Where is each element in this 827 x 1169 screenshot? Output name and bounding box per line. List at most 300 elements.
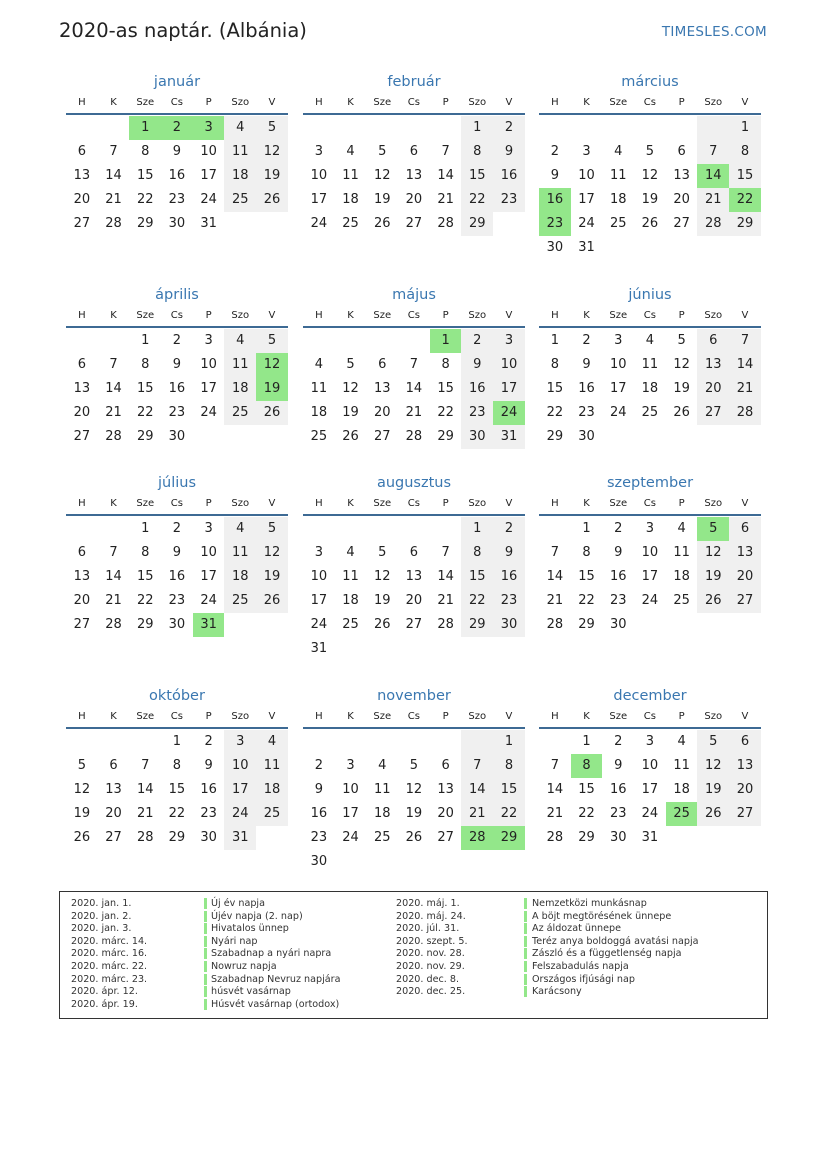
weekday-label: Szo [231, 498, 250, 509]
day-cell: 14 [136, 782, 154, 797]
day-cell: 14 [461, 778, 493, 802]
day-cell: 7 [409, 357, 419, 372]
day-cell: 24 [310, 617, 328, 632]
day-cell: 27 [73, 429, 91, 444]
day-cell: 7 [550, 758, 559, 773]
month-február [303, 72, 525, 236]
empty-cell [666, 116, 698, 140]
day-cell: 8 [550, 357, 559, 372]
day-cell: 17 [609, 381, 627, 396]
legend-marker [204, 948, 207, 959]
weekday-label: Sze [609, 711, 628, 722]
empty-cell [430, 116, 462, 140]
weekday-label: Cs [170, 498, 183, 509]
day-cell: 31 [310, 641, 328, 656]
day-cell: 29 [136, 429, 154, 444]
day-cell: 21 [697, 188, 729, 212]
day-cell: 20 [405, 593, 423, 608]
day-cell: 18 [673, 782, 690, 797]
day-cell: 12 [373, 168, 391, 183]
month-július [66, 473, 288, 637]
legend-marker [204, 923, 207, 934]
legend-marker [524, 948, 527, 959]
holiday-day-cell: 19 [256, 377, 288, 401]
day-cell: 16 [609, 782, 627, 797]
day-cell: 4 [346, 144, 355, 159]
day-cell: 11 [224, 353, 256, 377]
holiday-day-cell: 2 [161, 116, 193, 140]
day-cell: 17 [641, 569, 659, 584]
day-cell: 17 [224, 778, 256, 802]
weekday-label: P [678, 711, 685, 722]
day-cell: 10 [641, 758, 659, 773]
day-cell: 26 [342, 429, 359, 444]
day-grid [539, 329, 761, 449]
day-cell: 8 [141, 144, 150, 159]
legend-holiday-name: Új év napja [211, 898, 265, 909]
brand-logo-text[interactable]: TIMESLES.COM [661, 24, 767, 40]
weekday-label: Szo [468, 711, 487, 722]
page-title: 2020-as naptár. (Albánia) [59, 19, 307, 42]
holiday-day-cell: 1 [430, 329, 462, 353]
day-grid [66, 329, 288, 449]
empty-cell [98, 517, 130, 541]
weekday-header [66, 92, 288, 115]
day-cell: 9 [493, 140, 525, 164]
day-cell: 26 [697, 802, 729, 826]
day-cell: 30 [168, 429, 186, 444]
day-cell: 28 [105, 617, 122, 632]
weekday-label: V [741, 498, 749, 509]
weekday-label: Sze [136, 97, 155, 108]
day-cell: 20 [697, 377, 729, 401]
day-cell: 12 [697, 541, 729, 565]
day-cell: 26 [673, 405, 690, 420]
day-cell: 8 [172, 758, 182, 773]
day-cell: 20 [73, 405, 91, 420]
day-cell: 31 [493, 425, 525, 449]
weekday-label: H [315, 498, 323, 509]
holiday-day-cell: 5 [697, 517, 729, 541]
legend-marker [204, 986, 207, 997]
empty-cell [602, 116, 634, 140]
day-cell: 6 [729, 517, 761, 541]
day-cell: 16 [609, 569, 627, 584]
weekday-label: K [583, 498, 590, 509]
day-cell: 19 [256, 164, 288, 188]
day-cell: 23 [461, 401, 493, 425]
month-november [303, 686, 525, 874]
empty-cell [398, 730, 430, 754]
weekday-label: P [442, 498, 449, 509]
month-szeptember [539, 473, 761, 637]
weekday-label: Sze [136, 310, 155, 321]
day-cell: 19 [73, 806, 91, 821]
day-cell: 21 [405, 405, 423, 420]
day-cell: 21 [437, 192, 454, 207]
weekday-label: K [347, 711, 354, 722]
day-grid [66, 730, 288, 850]
legend-date: 2020. márc. 22. [71, 960, 148, 972]
day-cell: 23 [609, 806, 627, 821]
legend-date: 2020. márc. 14. [71, 935, 148, 947]
weekday-label: Cs [407, 498, 420, 509]
empty-cell [539, 116, 571, 140]
day-cell: 13 [73, 569, 91, 584]
day-cell: 17 [310, 192, 328, 207]
legend-holiday-name: Szabadnap a nyári napra [211, 948, 332, 960]
day-cell: 27 [73, 617, 91, 632]
weekday-header [539, 493, 761, 516]
day-cell: 29 [546, 429, 564, 444]
day-cell: 6 [378, 357, 387, 372]
empty-cell [303, 517, 335, 541]
day-cell: 9 [172, 357, 182, 372]
day-cell: 16 [200, 782, 217, 797]
day-cell: 20 [73, 593, 91, 608]
day-cell: 15 [168, 782, 186, 797]
day-cell: 28 [105, 216, 122, 231]
weekday-label: P [205, 97, 212, 108]
day-cell: 24 [200, 405, 217, 420]
day-cell: 11 [224, 541, 256, 565]
day-cell: 6 [409, 545, 419, 560]
weekday-label: Sze [136, 498, 155, 509]
legend-marker [204, 936, 207, 947]
empty-cell [366, 517, 398, 541]
holiday-day-cell: 31 [193, 613, 225, 637]
weekday-label: V [741, 310, 749, 321]
day-cell: 13 [729, 754, 761, 778]
day-cell: 15 [493, 778, 525, 802]
day-cell: 5 [645, 144, 655, 159]
legend-holiday-name: Hivatalos ünnep [211, 923, 289, 935]
month-name: március [621, 74, 679, 90]
day-cell: 11 [673, 758, 690, 773]
weekday-header [539, 92, 761, 115]
day-cell: 22 [136, 405, 154, 420]
legend-right-names [532, 898, 699, 999]
day-cell: 29 [437, 429, 454, 444]
legend-marker [524, 911, 527, 922]
day-cell: 5 [697, 730, 729, 754]
day-cell: 16 [493, 565, 525, 589]
day-cell: 18 [310, 405, 328, 420]
weekday-label: Szo [231, 711, 250, 722]
day-cell: 2 [461, 329, 493, 353]
weekday-label: V [741, 97, 749, 108]
day-cell: 22 [546, 405, 564, 420]
month-name: május [392, 287, 436, 303]
weekday-label: K [110, 498, 117, 509]
day-cell: 3 [314, 545, 323, 560]
day-cell: 2 [493, 116, 525, 140]
month-augusztus [303, 473, 525, 661]
day-cell: 30 [609, 830, 627, 845]
weekday-label: Cs [643, 711, 656, 722]
day-cell: 11 [342, 168, 359, 183]
weekday-label: Sze [609, 97, 628, 108]
legend-date: 2020. márc. 16. [71, 948, 148, 960]
weekday-label: Cs [643, 97, 656, 108]
weekday-label: Cs [170, 310, 183, 321]
weekday-label: Cs [170, 711, 183, 722]
day-cell: 25 [641, 405, 659, 420]
day-cell: 1 [461, 517, 493, 541]
day-cell: 27 [73, 216, 91, 231]
day-cell: 12 [641, 168, 659, 183]
day-cell: 6 [697, 329, 729, 353]
day-cell: 7 [697, 140, 729, 164]
day-cell: 26 [256, 401, 288, 425]
day-cell: 8 [493, 754, 525, 778]
day-cell: 1 [172, 734, 182, 749]
legend-date: 2020. ápr. 12. [71, 986, 138, 998]
holiday-day-cell: 1 [129, 116, 161, 140]
day-cell: 30 [310, 854, 328, 869]
legend-left-dates [71, 898, 147, 1011]
day-cell: 9 [204, 758, 213, 773]
day-cell: 23 [168, 593, 186, 608]
day-grid [539, 517, 761, 637]
day-cell: 18 [224, 377, 256, 401]
day-cell: 7 [109, 545, 118, 560]
day-cell: 3 [582, 144, 591, 159]
weekday-header [539, 706, 761, 729]
day-cell: 10 [200, 545, 217, 560]
day-cell: 19 [697, 778, 729, 802]
day-cell: 12 [256, 140, 288, 164]
day-cell: 15 [461, 565, 493, 589]
legend-marker [204, 961, 207, 972]
day-cell: 19 [373, 593, 391, 608]
day-cell: 23 [168, 405, 186, 420]
day-cell: 14 [105, 168, 122, 183]
day-cell: 9 [582, 357, 591, 372]
day-cell: 13 [105, 782, 122, 797]
day-cell: 10 [342, 782, 359, 797]
weekday-label: Sze [373, 498, 392, 509]
day-cell: 26 [697, 589, 729, 613]
weekday-label: K [583, 310, 590, 321]
day-cell: 28 [437, 216, 454, 231]
day-cell: 11 [673, 545, 690, 560]
day-cell: 10 [200, 357, 217, 372]
day-cell: 3 [204, 333, 213, 348]
legend-date: 2020. jan. 3. [71, 923, 132, 935]
weekday-label: Szo [704, 310, 723, 321]
legend-holiday-name: Zászló és a függetlenség napja [532, 948, 682, 960]
legend-holiday-name: Teréz anya boldoggá avatási napja [532, 935, 699, 947]
empty-cell [303, 329, 335, 353]
day-cell: 21 [105, 405, 122, 420]
day-cell: 25 [256, 802, 288, 826]
day-cell: 2 [204, 734, 213, 749]
day-cell: 19 [256, 565, 288, 589]
day-cell: 2 [582, 333, 591, 348]
day-cell: 23 [200, 806, 217, 821]
day-cell: 14 [546, 569, 564, 584]
day-cell: 26 [256, 188, 288, 212]
day-cell: 25 [224, 589, 256, 613]
day-cell: 25 [342, 617, 359, 632]
month-január [66, 72, 288, 236]
day-cell: 29 [136, 617, 154, 632]
day-cell: 10 [200, 144, 217, 159]
day-cell: 4 [224, 329, 256, 353]
day-cell: 31 [200, 216, 217, 231]
weekday-header [303, 493, 525, 516]
day-cell: 4 [224, 517, 256, 541]
day-cell: 6 [677, 144, 686, 159]
day-cell: 19 [673, 381, 690, 396]
day-cell: 25 [609, 216, 627, 231]
month-name: február [387, 74, 441, 90]
month-name: január [153, 74, 201, 90]
day-cell: 14 [437, 569, 454, 584]
day-cell: 23 [168, 192, 186, 207]
weekday-header [66, 305, 288, 328]
day-cell: 10 [609, 357, 627, 372]
day-cell: 26 [373, 617, 391, 632]
day-cell: 12 [256, 541, 288, 565]
day-cell: 27 [697, 401, 729, 425]
legend-marker [204, 911, 207, 922]
day-cell: 1 [493, 730, 525, 754]
day-cell: 6 [109, 758, 118, 773]
day-cell: 2 [314, 758, 323, 773]
weekday-label: P [442, 97, 449, 108]
month-name: november [377, 688, 451, 704]
holiday-day-cell: 3 [193, 116, 225, 140]
weekday-label: P [205, 498, 212, 509]
day-grid [303, 329, 525, 449]
day-cell: 22 [437, 405, 454, 420]
day-cell: 10 [224, 754, 256, 778]
day-cell: 25 [224, 188, 256, 212]
day-cell: 15 [437, 381, 454, 396]
day-cell: 13 [73, 168, 91, 183]
day-cell: 15 [461, 164, 493, 188]
weekday-header [539, 305, 761, 328]
day-cell: 22 [461, 589, 493, 613]
holiday-day-cell: 8 [571, 754, 603, 778]
day-cell: 16 [493, 164, 525, 188]
empty-cell [335, 730, 367, 754]
day-cell: 31 [641, 830, 659, 845]
day-cell: 8 [141, 545, 150, 560]
day-cell: 21 [105, 192, 122, 207]
day-cell: 18 [609, 192, 627, 207]
legend-date: 2020. júl. 31. [396, 923, 460, 935]
day-cell: 18 [373, 806, 391, 821]
day-cell: 21 [437, 593, 454, 608]
day-cell: 2 [550, 144, 559, 159]
day-cell: 13 [405, 569, 423, 584]
legend-holiday-name: Szabadnap Nevruz napjára [211, 973, 341, 985]
day-cell: 20 [105, 806, 122, 821]
day-cell: 12 [73, 782, 91, 797]
weekday-header [303, 92, 525, 115]
empty-cell [571, 116, 603, 140]
day-cell: 29 [461, 212, 493, 236]
month-június [539, 285, 761, 449]
day-cell: 2 [614, 521, 623, 536]
legend-left-names [211, 898, 340, 1011]
day-cell: 15 [136, 168, 154, 183]
day-cell: 20 [729, 565, 761, 589]
weekday-label: V [505, 97, 513, 108]
weekday-label: V [268, 310, 276, 321]
empty-cell [66, 517, 98, 541]
day-cell: 25 [224, 401, 256, 425]
day-cell: 5 [409, 758, 419, 773]
empty-cell [697, 116, 729, 140]
day-cell: 4 [256, 730, 288, 754]
day-cell: 7 [550, 545, 559, 560]
day-cell: 5 [346, 357, 355, 372]
day-cell: 28 [546, 617, 564, 632]
legend-date: 2020. máj. 1. [396, 898, 460, 909]
day-cell: 16 [168, 168, 186, 183]
legend-date: 2020. márc. 23. [71, 973, 148, 985]
empty-cell [66, 730, 98, 754]
legend-date: 2020. jan. 1. [71, 898, 132, 909]
day-cell: 26 [373, 216, 391, 231]
day-grid [303, 116, 525, 236]
day-cell: 19 [342, 405, 359, 420]
day-cell: 17 [200, 381, 217, 396]
day-cell: 24 [342, 830, 359, 845]
day-cell: 18 [673, 569, 690, 584]
empty-cell [430, 730, 462, 754]
weekday-label: Szo [468, 310, 487, 321]
day-cell: 4 [346, 545, 355, 560]
legend-marker [524, 923, 527, 934]
legend-holiday-name: Országos ifjúsági nap [532, 973, 635, 985]
weekday-label: Sze [609, 498, 628, 509]
legend-marker [524, 974, 527, 985]
holiday-day-cell: 28 [461, 826, 493, 850]
day-cell: 6 [441, 758, 450, 773]
weekday-label: P [678, 97, 685, 108]
day-cell: 30 [168, 617, 186, 632]
weekday-label: Sze [136, 711, 155, 722]
empty-cell [634, 116, 666, 140]
legend-holiday-name: húsvét vasárnap [211, 986, 291, 998]
day-cell: 26 [641, 216, 659, 231]
day-cell: 8 [141, 357, 150, 372]
holiday-day-cell: 29 [493, 826, 525, 850]
day-cell: 24 [578, 216, 595, 231]
day-cell: 3 [204, 521, 213, 536]
month-name: december [613, 688, 687, 704]
weekday-label: Szo [704, 97, 723, 108]
weekday-label: K [347, 498, 354, 509]
day-cell: 5 [677, 333, 686, 348]
weekday-label: H [78, 310, 86, 321]
legend-date: 2020. nov. 29. [396, 960, 465, 972]
day-cell: 28 [437, 617, 454, 632]
weekday-label: V [505, 711, 513, 722]
day-cell: 2 [172, 521, 182, 536]
month-december [539, 686, 761, 850]
day-cell: 28 [105, 429, 122, 444]
day-cell: 17 [342, 806, 359, 821]
day-cell: 19 [641, 192, 659, 207]
day-cell: 14 [105, 381, 122, 396]
empty-cell [66, 116, 98, 140]
